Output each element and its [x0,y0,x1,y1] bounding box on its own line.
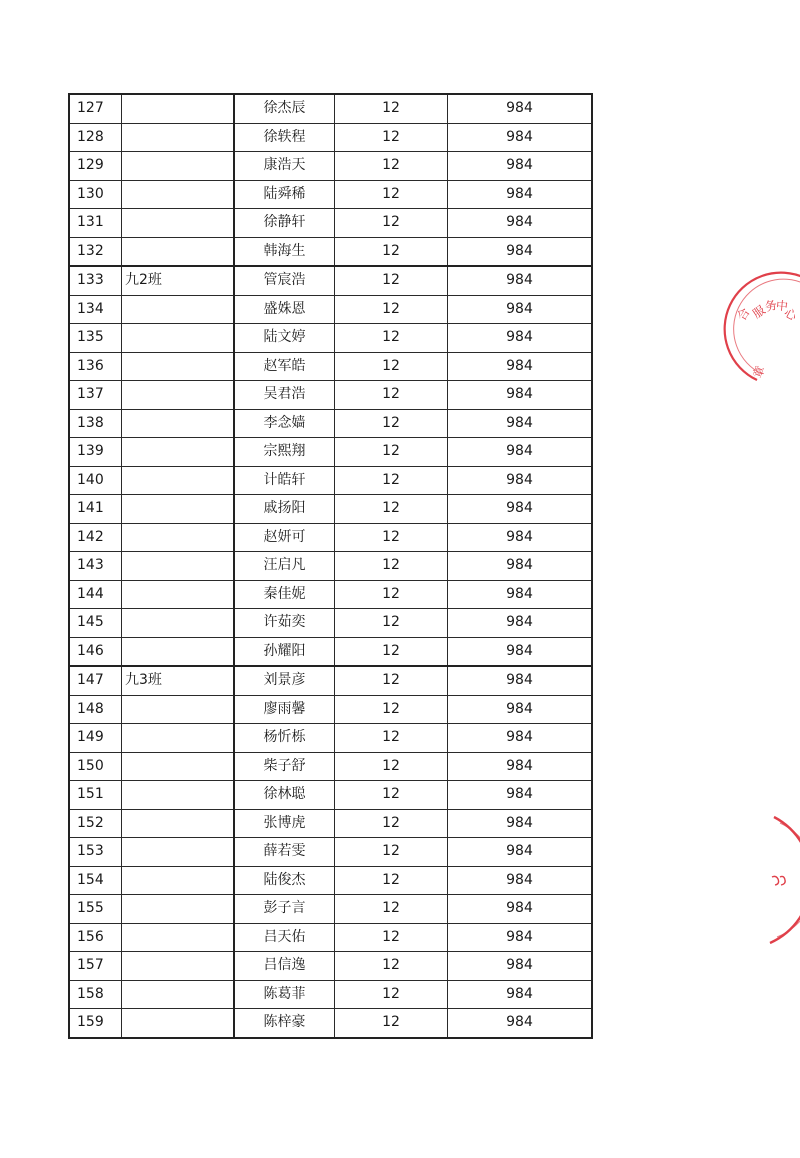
class-name [122,781,235,810]
grade-value: 12 [335,237,448,266]
grade-value: 12 [335,809,448,838]
student-name: 陆文婷 [234,324,335,353]
score-value: 984 [448,580,593,609]
table-row [69,438,592,467]
row-number: 154 [69,866,122,895]
table-row [69,752,592,781]
class-name [122,352,235,381]
grade-value: 12 [335,952,448,981]
row-number: 149 [69,724,122,753]
student-name: 廖雨馨 [234,695,335,724]
seal-char-5: 心 [781,305,800,324]
table-row [69,352,592,381]
score-value: 984 [448,1009,593,1038]
class-name [122,838,235,867]
student-name: 张博虎 [234,809,335,838]
grade-value: 12 [335,180,448,209]
table-row [69,609,592,638]
row-number: 158 [69,980,122,1009]
grade-value: 12 [335,724,448,753]
grade-value: 12 [335,1009,448,1038]
score-value: 984 [448,724,593,753]
class-name [122,695,235,724]
table-row [69,952,592,981]
grade-value: 12 [335,695,448,724]
score-value: 984 [448,609,593,638]
table-row [69,866,592,895]
row-number: 142 [69,523,122,552]
grade-value: 12 [335,609,448,638]
class-name [122,895,235,924]
row-number: 146 [69,637,122,666]
class-name [122,324,235,353]
score-value: 984 [448,352,593,381]
grade-value: 12 [335,352,448,381]
grade-value: 12 [335,295,448,324]
class-name [122,381,235,410]
row-number: 133 [69,266,122,295]
student-name: 徐林聪 [234,781,335,810]
table-row [69,495,592,524]
row-number: 145 [69,609,122,638]
row-number: 139 [69,438,122,467]
class-name [122,809,235,838]
table-row [69,266,592,295]
row-number: 151 [69,781,122,810]
student-name: 宗熙翔 [234,438,335,467]
score-value: 984 [448,637,593,666]
table-row [69,209,592,238]
table-row [69,695,592,724]
table-row [69,781,592,810]
score-value: 984 [448,523,593,552]
student-name: 柴子舒 [234,752,335,781]
official-seal-bottom [760,815,800,950]
student-name: 徐轶程 [234,123,335,152]
table-row [69,580,592,609]
grade-value: 12 [335,152,448,181]
seal-char-2: 服 [750,302,768,322]
student-roster-table [68,93,593,1039]
grade-value: 12 [335,895,448,924]
seal-char-4: 中 [775,298,789,314]
class-name [122,866,235,895]
score-value: 984 [448,409,593,438]
student-name: 戚扬阳 [234,495,335,524]
row-number: 153 [69,838,122,867]
row-number: 128 [69,123,122,152]
table-row [69,152,592,181]
student-name: 杨忻栎 [234,724,335,753]
class-name [122,609,235,638]
student-name: 韩海生 [234,237,335,266]
table-row [69,324,592,353]
row-number: 144 [69,580,122,609]
class-name [122,209,235,238]
row-number: 157 [69,952,122,981]
grade-value: 12 [335,838,448,867]
grade-value: 12 [335,866,448,895]
class-name [122,752,235,781]
class-name [122,952,235,981]
grade-value: 12 [335,438,448,467]
class-name [122,152,235,181]
class-name [122,724,235,753]
row-number: 152 [69,809,122,838]
score-value: 984 [448,209,593,238]
score-value: 984 [448,266,593,295]
table-row [69,94,592,123]
table-row [69,123,592,152]
seal-char-1: 合 [734,305,753,324]
class-name [122,438,235,467]
score-value: 984 [448,752,593,781]
grade-value: 12 [335,980,448,1009]
student-name: 陆俊杰 [234,866,335,895]
student-name: 薛若雯 [234,838,335,867]
grade-value: 12 [335,209,448,238]
student-name: 秦佳妮 [234,580,335,609]
row-number: 148 [69,695,122,724]
score-value: 984 [448,237,593,266]
score-value: 984 [448,123,593,152]
grade-value: 12 [335,324,448,353]
row-number: 156 [69,923,122,952]
class-name [122,295,235,324]
table-row [69,666,592,695]
student-name: 康浩天 [234,152,335,181]
table-row [69,295,592,324]
row-number: 159 [69,1009,122,1038]
class-name [122,466,235,495]
class-name: 九3班 [122,666,235,695]
row-number: 129 [69,152,122,181]
table-row [69,637,592,666]
table-row [69,980,592,1009]
table-row [69,381,592,410]
score-value: 984 [448,666,593,695]
score-value: 984 [448,438,593,467]
row-number: 135 [69,324,122,353]
row-number: 155 [69,895,122,924]
class-name [122,552,235,581]
seal-char-3: 务 [763,297,779,315]
score-value: 984 [448,809,593,838]
grade-value: 12 [335,666,448,695]
row-number: 130 [69,180,122,209]
grade-value: 12 [335,123,448,152]
grade-value: 12 [335,409,448,438]
table-row [69,237,592,266]
class-name [122,237,235,266]
student-name: 吕天佑 [234,923,335,952]
table-row [69,895,592,924]
grade-value: 12 [335,523,448,552]
table-row [69,809,592,838]
class-name [122,409,235,438]
row-number: 132 [69,237,122,266]
table-row [69,180,592,209]
student-name: 徐静轩 [234,209,335,238]
row-number: 150 [69,752,122,781]
grade-value: 12 [335,381,448,410]
class-name [122,123,235,152]
score-value: 984 [448,695,593,724]
score-value: 984 [448,152,593,181]
score-value: 984 [448,923,593,952]
score-value: 984 [448,838,593,867]
student-name: 陈葛菲 [234,980,335,1009]
grade-value: 12 [335,637,448,666]
student-name: 许茹奕 [234,609,335,638]
class-name [122,980,235,1009]
score-value: 984 [448,895,593,924]
student-name: 管宸浩 [234,266,335,295]
row-number: 127 [69,94,122,123]
official-seal-top [735,268,800,393]
student-name: 赵妍可 [234,523,335,552]
student-name: 赵军皓 [234,352,335,381]
score-value: 984 [448,952,593,981]
row-number: 138 [69,409,122,438]
row-number: 143 [69,552,122,581]
score-value: 984 [448,552,593,581]
score-value: 984 [448,866,593,895]
score-value: 984 [448,324,593,353]
table-row [69,1009,592,1038]
grade-value: 12 [335,552,448,581]
table-row [69,724,592,753]
class-name [122,495,235,524]
row-number: 134 [69,295,122,324]
score-value: 984 [448,381,593,410]
row-number: 131 [69,209,122,238]
grade-value: 12 [335,580,448,609]
grade-value: 12 [335,495,448,524]
student-name: 盛姝恩 [234,295,335,324]
class-name [122,1009,235,1038]
grade-value: 12 [335,266,448,295]
grade-value: 12 [335,781,448,810]
student-name: 吕信逸 [234,952,335,981]
grade-value: 12 [335,466,448,495]
roster-body [69,94,592,1038]
row-number: 147 [69,666,122,695]
student-name: 陆舜稀 [234,180,335,209]
table-row [69,523,592,552]
score-value: 984 [448,781,593,810]
row-number: 140 [69,466,122,495]
student-name: 孙耀阳 [234,637,335,666]
student-name: 徐杰辰 [234,94,335,123]
score-value: 984 [448,180,593,209]
row-number: 137 [69,381,122,410]
class-name [122,523,235,552]
score-value: 984 [448,466,593,495]
grade-value: 12 [335,752,448,781]
student-name: 彭子言 [234,895,335,924]
student-name: 陈梓豪 [234,1009,335,1038]
grade-value: 12 [335,923,448,952]
class-name: 九2班 [122,266,235,295]
student-name: 汪启凡 [234,552,335,581]
table-row [69,409,592,438]
grade-value: 12 [335,94,448,123]
table-row [69,552,592,581]
table-row [69,923,592,952]
row-number: 136 [69,352,122,381]
score-value: 984 [448,94,593,123]
row-number: 141 [69,495,122,524]
student-name: 吴君浩 [234,381,335,410]
score-value: 984 [448,295,593,324]
class-name [122,923,235,952]
class-name [122,580,235,609]
table-row [69,838,592,867]
student-name: 刘景彦 [234,666,335,695]
student-name: 计皓轩 [234,466,335,495]
class-name [122,94,235,123]
class-name [122,637,235,666]
class-name [122,180,235,209]
seal-char-6: 章 [750,363,768,381]
table-row [69,466,592,495]
score-value: 984 [448,495,593,524]
score-value: 984 [448,980,593,1009]
student-name: 李念嫱 [234,409,335,438]
